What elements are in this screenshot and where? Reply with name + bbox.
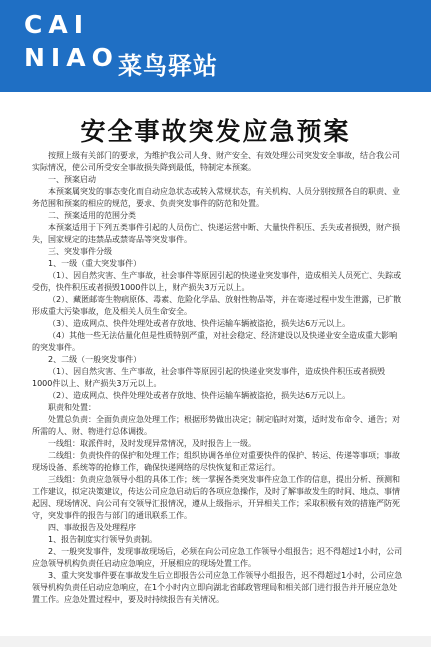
cainiao-logo [24, 8, 119, 74]
paragraph: （3）、造成网点、快件处理处或者存放地、快件运输车辆被盗抢，损失达6万元以上。 [48, 319, 351, 328]
paragraph: 二线组：负责快件的保护和处理工作；组织协调各单位对重要快件的保护、转运、传递等事项；事故现场设备、系统等的抢修工作，确保快递网络的尽快恢复和正常运行。 [32, 451, 400, 472]
paragraph: 3、重大突发事件要在事故发生后立即报告公司应急工作领导小组报告，迟不得超过1小时，公司应急领导机构负责任启动应急响应，在1个小时内立即向湖北省邮政管理局和相关部门进行报告并开展应急处置工作。应急处置过程中，要及时持续报告有关情况。 [32, 571, 403, 604]
section-heading: 四、事故报告及处理程序 [48, 523, 136, 532]
section-heading: 二、预案适用的范围分类 [48, 211, 136, 220]
paragraph: 处置总负责：全面负责应急处理工作；根据形势做出决定；制定临时对策，适时发布命令、通告；对所需的人、财、物进行总体调拨。 [32, 415, 400, 436]
footer-bar [0, 636, 431, 647]
section-heading: 一、预案启动 [48, 175, 96, 184]
subheading: 2、二级（一般突发事件） [48, 355, 142, 364]
subheading: 职责和处置： [48, 403, 96, 412]
paragraph: 按照上级有关部门的要求，为维护我公司人身、财产安全、有效处理公司突发安全事故，结合我公司实际情况，使公司所受安全事故损失降到最低，特制定本预案。 [32, 151, 400, 172]
section-heading: 三、突发事件分级 [48, 247, 112, 256]
subheading: 1、一级（重大突发事件） [48, 259, 142, 268]
paragraph: 1、报告制度实行领导负责制。 [48, 535, 158, 544]
paragraph: 2、一般突发事件，发现事故现场后，必须在向公司应急工作领导小组报告；迟不得超过1小时，公司应急领导机构负责任启动应急响应，开展相应的现场处置工作。 [32, 547, 403, 568]
document-body [32, 150, 404, 606]
paragraph: 本预案属突发的事态变化而自动应急状态或转入常规状态，有关机构、人员分别按照各自的职责、业务范围和预案的相应的规范，要求、负责突发事件的防范和处置。 [32, 187, 400, 208]
page-title: 安全事故突发应急预案 [80, 117, 351, 146]
logo-line-1: CAI [24, 10, 89, 39]
header-banner [0, 0, 431, 92]
paragraph: 一线组：取派件时，及时发现异常情况，及时报告上一级。 [48, 439, 256, 448]
brand-name: 菜鸟驿站 [118, 52, 218, 80]
logo-line-2: NIAO [24, 43, 119, 72]
paragraph: （1）、因自然灾害、生产事故，社会事件等原因引起的快递业突发事件，造成相关人员死亡、失踪或受伤，快件积压或者损毁1000件以上，财产损失3万元以上。 [32, 271, 402, 292]
paragraph: （2）、藏匿邮寄生物病原体、毒素、危险化学品、放射性物品等，并在寄递过程中发生泄露，已扩散形成重大污染事故，危及相关人员生命安全。 [32, 295, 402, 316]
paragraph: 三线组：负责应急领导小组的具体工作；统一掌握各类突发事件应急工作的信息，提出分析、预测和工作建议，拟定决策建议，传达公司应急启动后的各项应急操作，及时了解事故发生的时间、地点、事情起因、现场情况、向公司有交领导汇报情况，遵从上级指示，开异相关工作；采取积极有效的措施严防死守，突发事件的报告与部门的通讯联系工作。 [32, 475, 400, 520]
paragraph: （4）其他一些无法估量化但是性质特别严重，对社会稳定、经济建设以及快递业安全造成重大影响的突发事件。 [32, 331, 398, 352]
paragraph: 本预案适用于下列五类事件引起的人员伤亡、快递运营中断、大量快件积压、丢失或者损毁，财产损失，国家规定的违禁品或禁寄品等突发事件。 [32, 223, 400, 244]
paragraph: （1）、因自然灾害、生产事故，社会事件等原因引起的快递业突发事件，造成快件积压或者损毁1000件以上、财产损失3万元以上。 [32, 367, 386, 388]
paragraph: （2）、造成网点、快件处理处或者存放地、快件运输车辆被盗抢，损失达6万元以上。 [48, 391, 351, 400]
